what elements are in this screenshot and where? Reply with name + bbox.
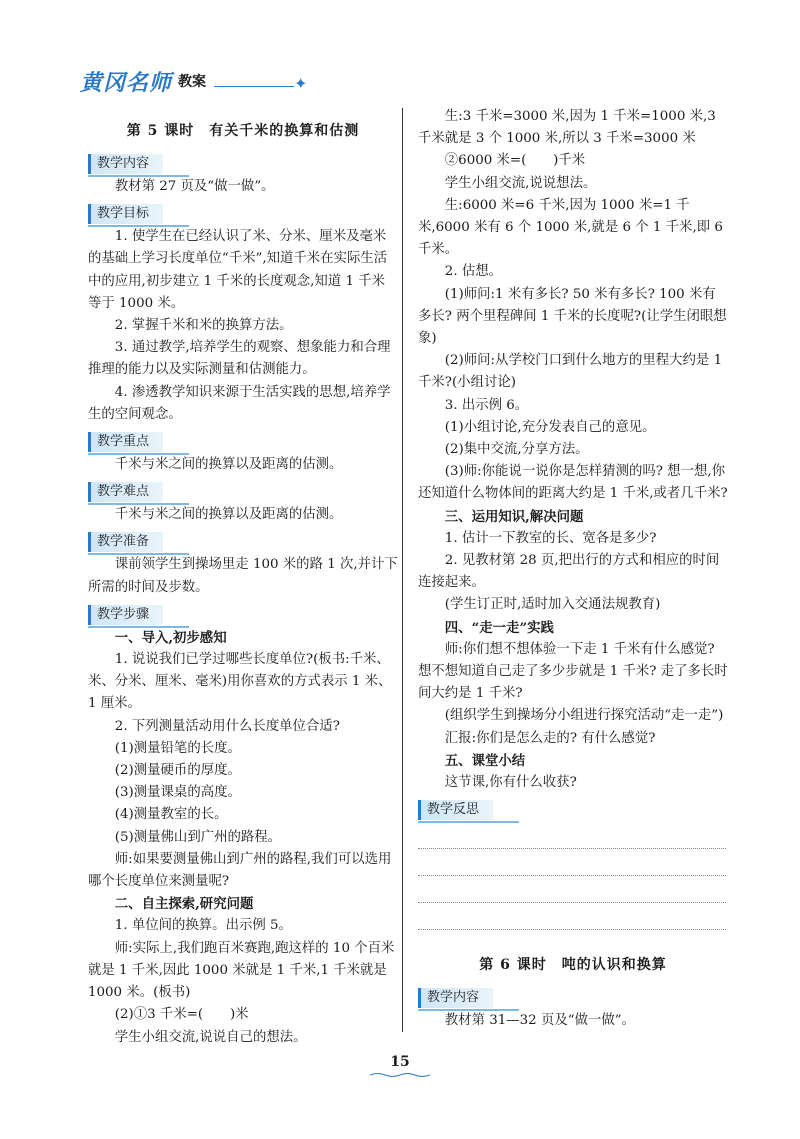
paragraph: 2. 下列测量活动用什么长度单位合适? bbox=[114, 718, 340, 734]
section-label-content: 教学内容 bbox=[88, 154, 163, 174]
reflection-line bbox=[418, 876, 726, 903]
paragraph: 千米与米之间的换算以及距离的估测。 bbox=[114, 507, 343, 523]
paragraph: 汇报:你们是怎么走的? 有什么感觉? bbox=[444, 730, 656, 746]
paragraph: 师:如果要测量佛山到广州的路程,我们可以选用哪个长度单位来测量呢? bbox=[88, 851, 392, 890]
sparkle-icon: ✦ bbox=[294, 74, 308, 93]
paragraph: 1. 单位间的换算。出示例 5。 bbox=[114, 918, 292, 934]
paragraph: 1. 说说我们已学过哪些长度单位?(板书:千米、米、分米、厘米、毫米)用你喜欢的方式表示 1 米、1 厘米。 bbox=[88, 652, 392, 712]
page-number: 15 bbox=[390, 1054, 410, 1070]
paragraph: (2)测量硬币的厚度。 bbox=[114, 763, 241, 779]
paragraph: 课前领学生到操场里走 100 米的路 1 次,并计下所需的时间及步数。 bbox=[88, 557, 398, 595]
section-label-prep: 教学准备 bbox=[88, 532, 163, 552]
section-label-steps: 教学步骤 bbox=[88, 605, 163, 625]
paragraph: (1)测量铅笔的长度。 bbox=[114, 740, 241, 756]
paragraph: 生:3 千米=3000 米,因为 1 千米=1000 米,3 千米就是 3 个 1000 米,所以 3 千米=3000 米 bbox=[418, 109, 716, 147]
step-heading: 四、“走一走”实践 bbox=[444, 619, 554, 636]
paragraph: (组织学生到操场分小组进行探究活动“走一走”) bbox=[444, 708, 724, 724]
brand-logo: 黄冈名师 bbox=[80, 71, 173, 96]
reflection-line bbox=[418, 849, 726, 876]
section-label-reflection: 教学反思 bbox=[418, 800, 493, 820]
page-number-ornament bbox=[370, 1072, 430, 1078]
step-heading: 二、自主探索,研究问题 bbox=[114, 896, 254, 913]
section-label-content: 教学内容 bbox=[418, 988, 493, 1008]
right-column bbox=[418, 106, 728, 1033]
step-heading: 五、课堂小结 bbox=[444, 752, 526, 769]
paragraph: 1. 估计一下教室的长、宽各是多少? bbox=[444, 530, 657, 546]
paragraph: (2)师问:从学校门口到什么地方的里程大约是 1 千米?(小组讨论) bbox=[418, 353, 723, 391]
paragraph: 学生小组交流,说说自己的想法。 bbox=[114, 1029, 307, 1045]
paragraph: (4)测量教室的长。 bbox=[114, 807, 228, 823]
paragraph: 4. 渗透教学知识来源于生活实践的思想,培养学生的空间观念。 bbox=[88, 384, 391, 422]
paragraph: 教材第 31—32 页及“做一做”。 bbox=[444, 1013, 635, 1029]
brand-subtitle: 教案 bbox=[178, 74, 206, 90]
header-rule bbox=[214, 86, 294, 87]
paragraph: (1)小组讨论,充分发表自己的意见。 bbox=[444, 419, 656, 435]
paragraph: 3. 出示例 6。 bbox=[444, 397, 529, 413]
reflection-lines bbox=[418, 822, 728, 930]
paragraph: (学生订正时,适时加入交通法规教育) bbox=[444, 597, 661, 613]
paragraph: ②6000 米=( )千米 bbox=[444, 153, 586, 169]
section-label-key: 教学重点 bbox=[88, 432, 163, 452]
paragraph: 1. 使学生在已经认识了米、分米、厘米及毫米的基础上学习长度单位“千米”,知道千米在实际生活中的应用,初步建立 1 千米的长度观念,知道 1 千米等于 1000 米。 bbox=[88, 229, 388, 311]
paragraph: 2. 见教材第 28 页,把出行的方式和相应的时间连接起来。 bbox=[418, 553, 720, 591]
paragraph: (2)集中交流,分享方法。 bbox=[444, 442, 589, 458]
paragraph: (5)测量佛山到广州的路程。 bbox=[114, 829, 282, 845]
paragraph: 2. 掌握千米和米的换算方法。 bbox=[114, 318, 293, 334]
paragraph: 师:实际上,我们跑百米赛跑,跑这样的 10 个百米就是 1 千米,因此 1000 米就是 1 千米,1 千米就是 1000 米。(板书) bbox=[88, 940, 395, 1001]
paragraph: 教材第 27 页及“做一做”。 bbox=[114, 179, 275, 194]
lesson-title: 第 6 课时 吨的认识和换算 bbox=[479, 957, 667, 974]
paragraph: 这节课,你有什么收获? bbox=[444, 775, 577, 791]
paragraph: (2)①3 千米=( )米 bbox=[114, 1007, 249, 1023]
section-label-goals: 教学目标 bbox=[88, 204, 163, 224]
paragraph: (3)测量课桌的高度。 bbox=[114, 785, 241, 801]
paragraph: (1)师问:1 米有多长? 50 米有多长? 100 米有多长? 两个里程碑间 1 千米的长度呢?(让学生闭眼想象) bbox=[418, 286, 727, 347]
paragraph: 生:6000 米=6 千米,因为 1000 米=1 千米,6000 米有 6 个 1000 米,就是 6 个 1 千米,即 6 千米。 bbox=[418, 197, 723, 258]
reflection-line bbox=[418, 822, 726, 849]
column-divider bbox=[402, 108, 403, 1032]
lesson-title: 第 5 课时 有关千米的换算和估测 bbox=[126, 123, 360, 139]
paragraph: 千米与米之间的换算以及距离的估测。 bbox=[114, 457, 343, 473]
page-header bbox=[80, 66, 320, 100]
reflection-line bbox=[418, 903, 726, 930]
paragraph: 3. 通过教学,培养学生的观察、想象能力和合理推理的能力以及实际测量和估测能力。 bbox=[88, 340, 391, 378]
step-heading: 三、运用知识,解决问题 bbox=[444, 508, 584, 525]
paragraph: 2. 估想。 bbox=[444, 264, 503, 280]
section-label-difficulty: 教学难点 bbox=[88, 482, 163, 502]
paragraph: 师:你们想不想体验一下走 1 千米有什么感觉? 想不想知道自己走了多少步就是 1 千米? 走了多长时间大约是 1 千米? bbox=[418, 641, 728, 702]
left-column bbox=[88, 106, 398, 1049]
paragraph: 学生小组交流,说说想法。 bbox=[444, 175, 597, 191]
paragraph: (3)师:你能说一说你是怎样猜测的吗? 想一想,你还知道什么物体间的距离大约是 1 千米,或者几千米? bbox=[418, 464, 728, 502]
step-heading: 一、导入,初步感知 bbox=[114, 629, 227, 646]
